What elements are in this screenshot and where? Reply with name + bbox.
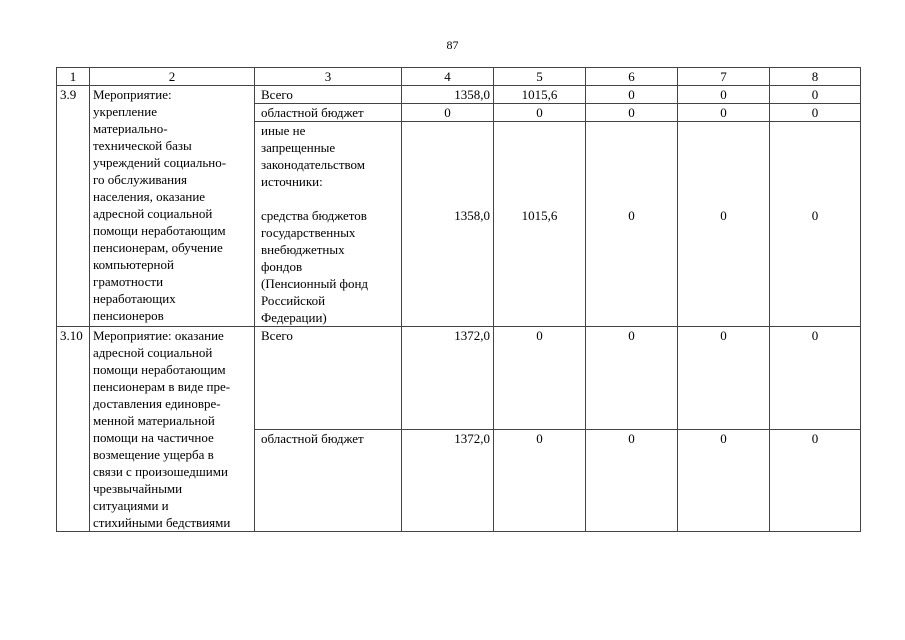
page-number: 87 — [446, 38, 459, 52]
source-label: Всего — [255, 327, 402, 430]
source-label-block — [255, 122, 402, 327]
value-cell — [770, 122, 861, 327]
value-cell: 1358,0 — [402, 86, 494, 104]
source-label: областной бюджет — [255, 429, 402, 532]
value-cell: 1372,0 — [402, 429, 494, 532]
value-cell: 0 — [770, 327, 861, 430]
value-cell: 0 — [494, 104, 586, 122]
funds-value: 0 — [720, 208, 727, 223]
header-cell: 4 — [402, 68, 494, 86]
header-cell: 8 — [770, 68, 861, 86]
value-cell: 0 — [770, 104, 861, 122]
value-cell: 0 — [494, 429, 586, 532]
value-cell: 1015,6 — [494, 86, 586, 104]
table-row — [57, 86, 861, 104]
value-cell: 0 — [770, 86, 861, 104]
value-cell — [678, 122, 770, 327]
row-number: 3.10 — [57, 327, 90, 532]
funds-value: 1358,0 — [454, 208, 490, 223]
funds-label: средства бюджетов государственных внебюджетных фондов (Пенсионный фонд Российской Федерации) — [261, 208, 369, 325]
value-cell: 1372,0 — [402, 327, 494, 430]
value-cell: 0 — [586, 86, 678, 104]
header-cell: 5 — [494, 68, 586, 86]
table-row — [57, 327, 861, 430]
budget-table — [56, 67, 861, 532]
value-cell: 0 — [586, 327, 678, 430]
header-cell: 1 — [57, 68, 90, 86]
value-cell: 0 — [678, 86, 770, 104]
value-cell: 0 — [678, 327, 770, 430]
value-cell — [494, 122, 586, 327]
header-cell: 3 — [255, 68, 402, 86]
value-cell — [402, 122, 494, 327]
value-cell: 0 — [586, 429, 678, 532]
value-cell: 0 — [770, 429, 861, 532]
source-label: Всего — [255, 86, 402, 104]
value-cell: 0 — [678, 104, 770, 122]
source-label: областной бюджет — [255, 104, 402, 122]
header-cell: 7 — [678, 68, 770, 86]
funds-value: 0 — [628, 208, 635, 223]
other-sources-label: иные не запрещенные законодательством источники: — [261, 123, 366, 189]
event-description: Мероприятие: оказание адресной социальной помощи неработающим пенсионерам в виде пре- доставления единовре- менной материальной помощи на частичное возмещение ущерба в связи с произошедшими чрезвычайными ситуациями и стихийными бедствиями — [90, 327, 255, 532]
value-cell: 0 — [402, 104, 494, 122]
row-number: 3.9 — [57, 86, 90, 327]
value-cell: 0 — [678, 429, 770, 532]
value-cell: 0 — [494, 327, 586, 430]
header-cell: 6 — [586, 68, 678, 86]
header-cell: 2 — [90, 68, 255, 86]
value-cell — [586, 122, 678, 327]
value-cell: 0 — [586, 104, 678, 122]
header-row — [57, 68, 861, 86]
funds-value: 0 — [811, 208, 819, 223]
event-description: Мероприятие: укрепление материально- технической базы учреждений социально- го обслуживания населения, оказание адресной социальной помощи неработающим пенсионерам, обучение компьютерной грамотности неработающих пенсионеров — [90, 86, 255, 327]
funds-value: 1015,6 — [521, 208, 558, 223]
